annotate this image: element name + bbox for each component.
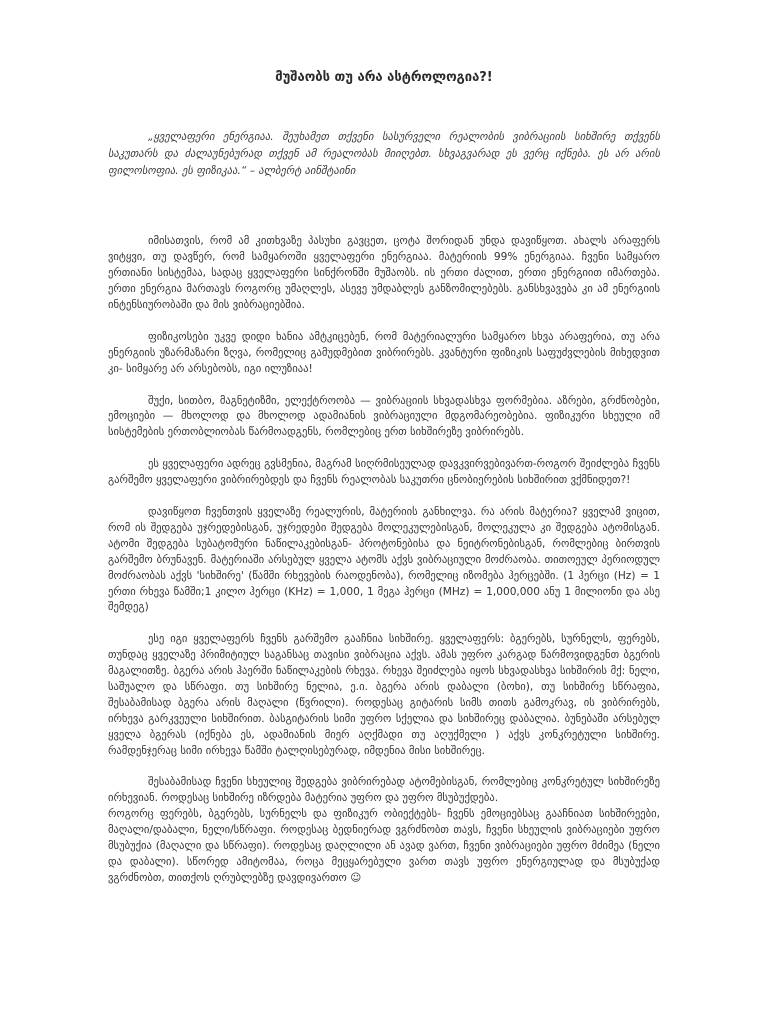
einstein-quote: „ყველაფერი ენერგიაა. შეუხამეთ თქვენი სასურველი რეალობის ვიბრაციის სიხშირე თქვენს საკუთარს და ძალაუნებურად თქვენ ამ რეალობას მიიღებთ. სხვაგვარად ეს ვერც იქნება. ეს არ არის ფილოსოფია. ეს ფიზიკაა.“ – ალბერტ აინშტაინი xyxy=(108,131,660,178)
paragraph-body-vibration: შესაბამისად ჩვენი სხეულიც შედგება ვიბრირებად ატომებისგან, რომლებიც კონკრეტულ სიხშირეზე ირხევიან. როდესაც სიხშირე იზრდება მატერია უფრო და უფრო მსუბუქდება. როგორც ფერებს, ბგერებს, სურნელს და ფიზიკურ ობიექტებს- ჩვენს ემოციებსაც გააჩნიათ სიხშირეები, მაღალი/დაბალი, ნელი/სწრაფი. როდესაც ბედნიერად ვგრძნობთ თავს, ჩვენი სხეულის ვიბრაციები უფრო მსუბუქია (მაღალი და სწრაფი). როდესაც დაღლილი ან ავად ვართ, ჩვენი ვიბრაციები უფრო მძიმეა (ნელი და დაბალი). სწორედ ამიტომაა, როცა მეცყარებული ვართ თავს უფრო ენერგიულად და მსუბუქად ვგრძნობთ, თითქოს ღრუბლებზე დავდივართო ☺ xyxy=(108,776,660,884)
document-body xyxy=(108,234,660,886)
paragraph-physicists: ფიზიკოსები უკვე დიდი ხანია ამტკიცებენ, რომ მატერიალური სამყარო სხვა არაფერია, თუ არა ენერგიის უზარმაზარი ზღვა, რომელიც გამუდმებით ვიბრირებს. კვანტური ფიზიკის საფუძვლების მიხედვით კი- სიმყარე არ არსებობს, იგი ილუზიაა! xyxy=(108,330,660,375)
document-page xyxy=(108,70,660,903)
paragraph-frequency: ესე იგი ყველაფერს ჩვენს გარშემო გააჩნია სიხშირე. ყველაფერს: ბგერებს, სურნელს, ფერებს, თუნდაც ყველაზე პრიმიტიულ საგანსაც თავისი ვიბრაცია აქვს. ამას უფრო კარგად წარმოვიდგენთ ბგერის მაგალითზე. ბგერა არის ჰაერში ნაწილაკების რხევა. რხევა შეიძლება იყოს სხვადასხვა სიხშირის მქ: ნელი, საშუალო და სწრაფი. თუ სიხშირე ნელია, ე.ი. ბგერა არის დაბალი (ბოხი), თუ სიხშირე სწრაფია, შესაბამისად ბგერა არის მაღალი (წვრილი). როდესაც გიტარის სიმს თითს გამოკრავ, ის ვიბრირებს, ირხევა გარკვეული სიხშირით. ბასგიტარის სიმი უფრო სქელია და სიხშირეც დაბალია. ბუნებაში არსებულ ყველა ბგერას (იქნება ეს, ადამიანის მიერ აღქმადი თუ აღუქმელი ) აქვს კონკრეტული სიხშირე. რამდენჯერაც სიმი ირხევა წამში ტალღისებურად, იმდენია მისი სიხშირეც. xyxy=(108,633,660,757)
paragraph-intro: იმისათვის, რომ ამ კითხვაზე პასუხი გავცეთ, ცოტა შორიდან უნდა დავიწყოთ. ახალს არაფერს ვიტყვი, თუ დავწერ, რომ სამყაროში ყველაფერი ენერგიაა. მატერიის 99% ენერგიაა. ჩვენი სამყარო ერთიანი სისტემაა, სადაც ყველაფერი სინქრონში მუშაობს. ის ერთი ძალით, ერთი ენერგიით იმართება. ერთი ენერგია მართავს როგორც უმაღლეს, ასევე უმდაბლეს განზომილებებს. განსხვავება კი ამ ენერგიის ინტენსიურობაში და მის ვიბრაციებშია. xyxy=(108,235,660,312)
document-title: მუშაობს თუ არა ასტროლოგია?! xyxy=(275,70,493,85)
paragraph-question: ეს ყველაფერი ადრეც გვსმენია, მაგრამ სიღრმისეულად დავკვირვებივართ-როგორ შეიძლება ჩვენს გარშემო ყველაფერი ვიბრირებდეს და ჩვენს რეალობას საკუთრი ცნობიერების სიხშირით ვქმნიდეთ?! xyxy=(108,458,660,487)
paragraph-matter: დავიწყოთ ჩვენთვის ყველაზე რეალურის, მატერიის განხილვა. რა არის მატერია? ყველამ ვიცით, რომ ის შედგება უჯრედებისგან, უჯრედები შედგება მოლეკულებისგან, მოლეკულა კი შედგება ატომისგან. ატომი შედგება სუბატომური ნაწილაკებისგან- პროტონებისა და ნეიტრონებისგან, რომლებიც ბირთვის გარშემო ბრუნავენ. მატერიაში არსებულ ყველა ატომს აქვს ვიბრაციული მოძრაობა. თითოეულ პერიოდულ მოძრაობას აქვს 'სიხშირე' (წამში რხევების რაოდენობა), რომელიც იზომება ჰერცებში. (1 ჰერცი (Hz) = 1 ერთი რხევა წამში;1 კილო ჰერცი (KHz) = 1,000, 1 მეგა ჰერცი (MHz) = 1,000,000 ანუ 1 მილიონი და ასე შემდეგ) xyxy=(108,506,660,614)
paragraph-vibration-forms: შუქი, სითბო, მაგნეტიზმი, ელექტროობა — ვიბრაციის სხვადასხვა ფორმებია. აზრები, გრძნობები, ემოციები — მხოლოდ და მხოლოდ ადამიანის ვიბრაციული მდგომარეობებია. ფიზიკური სხეული იმ სისტემების ერთობლიობას წარმოადგენს, რომლებიც ერთ სიხშირეზე ვიბრირებს. xyxy=(108,394,660,439)
